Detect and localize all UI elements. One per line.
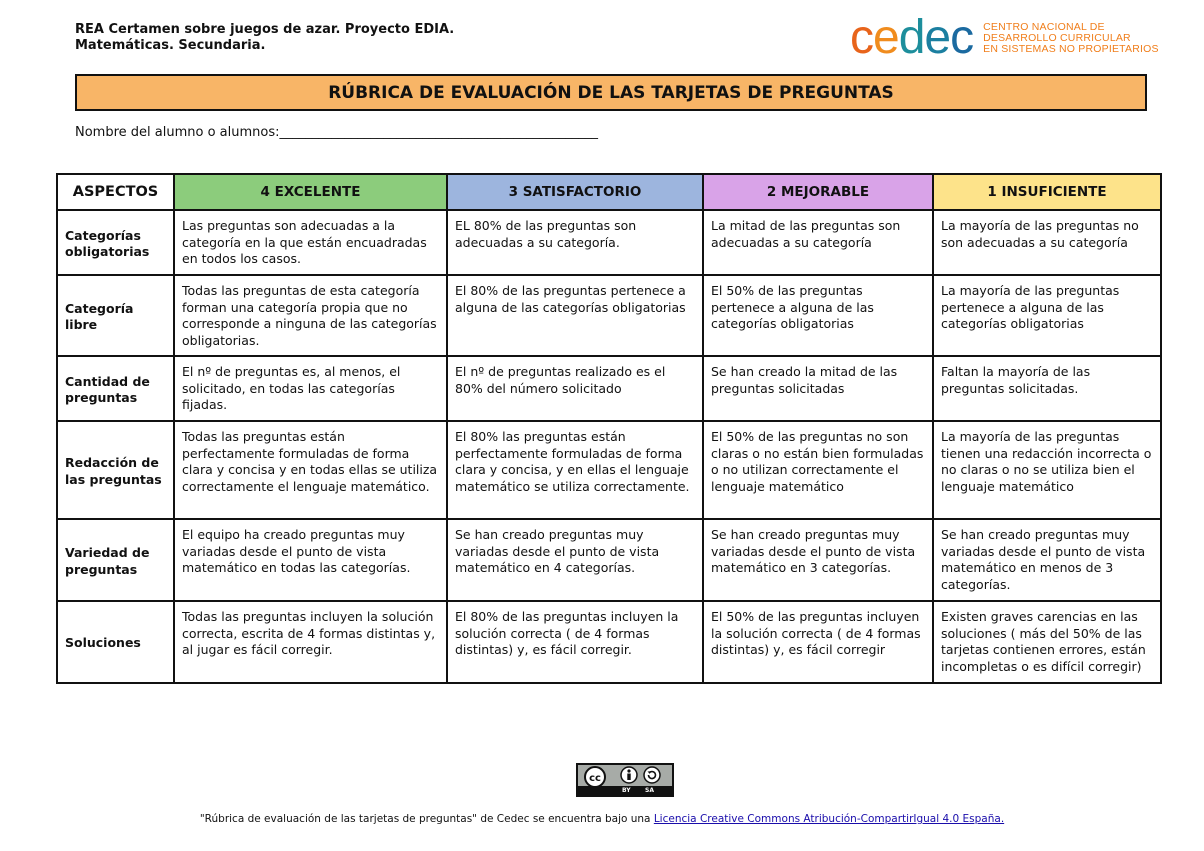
- logo-letter: e: [873, 11, 899, 64]
- cc-icons: [578, 765, 672, 787]
- criterion-cell: Todas las preguntas de esta categoría forman una categoría propia que no corresponde a ninguna de las categorías obligatorias.: [174, 275, 447, 356]
- criterion-cell: La mitad de las preguntas son adecuadas a su categoría: [703, 210, 933, 275]
- aspect-cell: Cantidad de preguntas: [57, 356, 174, 421]
- svg-text:cc: cc: [589, 773, 601, 784]
- criterion-cell: La mayoría de las preguntas pertenece a alguna de las categorías obligatorias: [933, 275, 1161, 356]
- header-mejorable: 2 MEJORABLE: [703, 174, 933, 210]
- cedec-logo-word: [850, 11, 974, 64]
- criterion-cell: La mayoría de las preguntas no son adecuadas a su categoría: [933, 210, 1161, 275]
- header-insuficiente: 1 INSUFICIENTE: [933, 174, 1161, 210]
- aspect-cell: Redacción de las preguntas: [57, 421, 174, 519]
- header-excelente: 4 EXCELENTE: [174, 174, 447, 210]
- header-aspects: ASPECTOS: [57, 174, 174, 210]
- criterion-cell: Faltan la mayoría de las preguntas solicitadas.: [933, 356, 1161, 421]
- by-icon: [621, 767, 637, 783]
- creative-commons-badge[interactable]: [576, 763, 674, 797]
- license-text: "Rúbrica de evaluación de las tarjetas de preguntas" de Cedec se encuentra bajo una: [199, 813, 654, 825]
- license-footer: [0, 813, 1204, 825]
- table-row: [57, 356, 1161, 421]
- criterion-cell: El nº de preguntas realizado es el 80% del número solicitado: [447, 356, 703, 421]
- document-header: [75, 22, 454, 54]
- criterion-cell: Se han creado preguntas muy variadas desde el punto de vista matemático en menos de 3 categorías.: [933, 519, 1161, 601]
- criterion-cell: El equipo ha creado preguntas muy variadas desde el punto de vista matemático en todas las categorías.: [174, 519, 447, 601]
- logo-letter: c: [950, 11, 974, 64]
- criterion-cell: Todas las preguntas están perfectamente formuladas de forma clara y concisa y en todas ellas se utiliza correctamente el lenguaje matemático.: [174, 421, 447, 519]
- license-link[interactable]: Licencia Creative Commons Atribución-CompartirIgual 4.0 España.: [653, 813, 1005, 825]
- criterion-cell: El 50% de las preguntas incluyen la solución correcta ( de 4 formas distintas) y, es fácil corregir: [703, 601, 933, 683]
- table-row: [57, 519, 1161, 601]
- sa-label: SA: [645, 787, 654, 794]
- criterion-cell: El 80% las preguntas están perfectamente formuladas de forma clara y concisa, y en ellas el lenguaje matemático se utiliza correctamente.: [447, 421, 703, 519]
- logo-letter: e: [924, 11, 951, 64]
- criterion-cell: La mayoría de las preguntas tienen una redacción incorrecta o no claras o no se utiliza bien el lenguaje matemático: [933, 421, 1161, 519]
- criterion-cell: Las preguntas son adecuadas a la categoría en la que están encuadradas en todos los casos.: [174, 210, 447, 275]
- table-row: [57, 421, 1161, 519]
- aspect-cell: Categorías obligatorias: [57, 210, 174, 275]
- criterion-cell: El 80% de las preguntas incluyen la solución correcta ( de 4 formas distintas) y, es fácil corregir.: [447, 601, 703, 683]
- logo-sub-line: DESARROLLO CURRICULAR: [983, 31, 1131, 44]
- sa-icon: [644, 767, 660, 783]
- rubric-table: [56, 173, 1162, 684]
- header-line-1: REA Certamen sobre juegos de azar. Proyecto EDIA.: [75, 22, 455, 37]
- table-row: [57, 275, 1161, 356]
- aspect-cell: Categoría libre: [57, 275, 174, 356]
- table-header-row: [57, 174, 1161, 210]
- header-line-2: Matemáticas. Secundaria.: [75, 38, 266, 53]
- criterion-cell: El 50% de las preguntas no son claras o no están bien formuladas o no utilizan correctamente el lenguaje matemático: [703, 421, 933, 519]
- logo-letter: d: [898, 11, 925, 64]
- cc-icon: [585, 767, 605, 787]
- logo-sub-line: CENTRO NACIONAL DE: [983, 20, 1105, 33]
- criterion-cell: El 80% de las preguntas pertenece a alguna de las categorías obligatorias: [447, 275, 703, 356]
- table-row: [57, 210, 1161, 275]
- rubric-title: RÚBRICA DE EVALUACIÓN DE LAS TARJETAS DE PREGUNTAS: [75, 74, 1147, 111]
- student-name-line: Nombre del alumno o alumnos:_________________________________________________: [75, 125, 598, 140]
- header-satisfactorio: 3 SATISFACTORIO: [447, 174, 703, 210]
- cedec-logo-subtitle: [983, 22, 1159, 55]
- criterion-cell: Existen graves carencias en las soluciones ( más del 50% de las tarjetas contienen errores, están incompletas o es difícil corregir): [933, 601, 1161, 683]
- criterion-cell: EL 80% de las preguntas son adecuadas a su categoría.: [447, 210, 703, 275]
- criterion-cell: El nº de preguntas es, al menos, el solicitado, en todas las categorías fijadas.: [174, 356, 447, 421]
- by-label: BY: [622, 787, 631, 794]
- criterion-cell: Se han creado preguntas muy variadas desde el punto de vista matemático en 4 categorías.: [447, 519, 703, 601]
- criterion-cell: Se han creado preguntas muy variadas desde el punto de vista matemático en 3 categorías.: [703, 519, 933, 601]
- criterion-cell: Se han creado la mitad de las preguntas solicitadas: [703, 356, 933, 421]
- criterion-cell: Todas las preguntas incluyen la solución correcta, escrita de 4 formas distintas y, al jugar es fácil corregir.: [174, 601, 447, 683]
- logo-letter: c: [850, 11, 873, 64]
- table-row: [57, 601, 1161, 683]
- aspect-cell: Soluciones: [57, 601, 174, 683]
- criterion-cell: El 50% de las preguntas pertenece a alguna de las categorías obligatorias: [703, 275, 933, 356]
- aspect-cell: Variedad de preguntas: [57, 519, 174, 601]
- logo-sub-line: EN SISTEMAS NO PROPIETARIOS: [983, 42, 1159, 55]
- cedec-logo: [850, 11, 1159, 64]
